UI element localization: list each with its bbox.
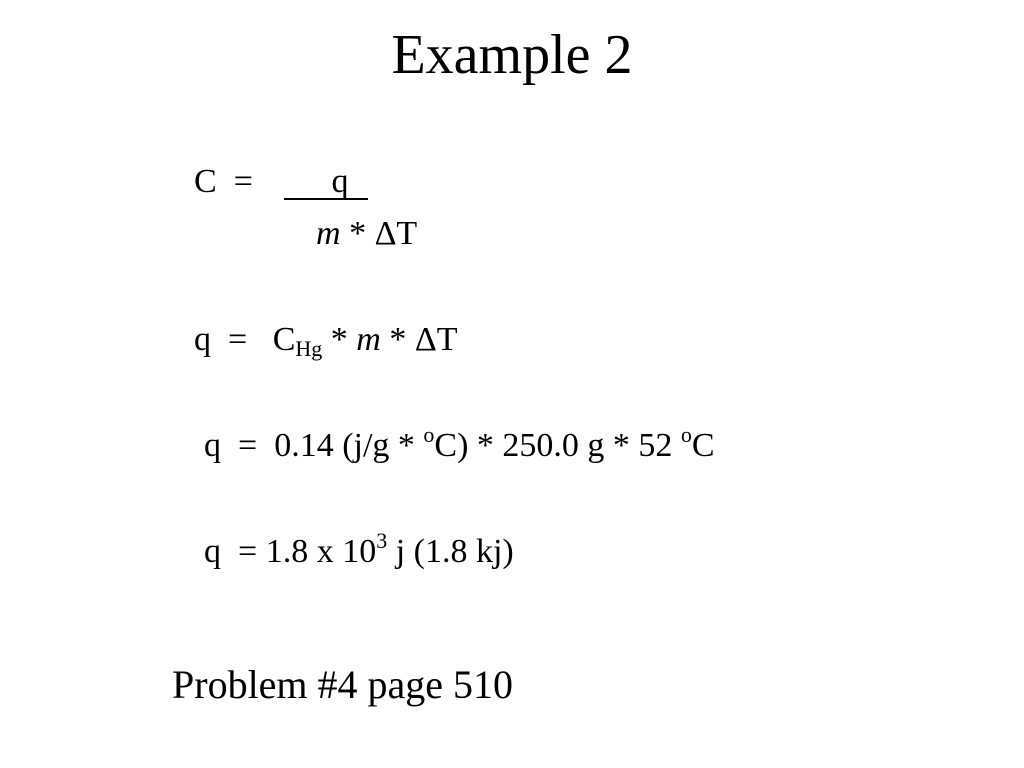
eq2-tail: * ΔT [380,321,458,358]
eq1-denominator-rest: * ΔT [340,215,418,252]
eq2-line [194,320,457,360]
eq3-degree-2: o [680,422,692,447]
eq1-lhs [194,162,253,202]
eq2-c-subscript: Hg [295,336,323,361]
eq1-equals: = [233,163,253,200]
eq2-lhs: q [194,321,211,358]
eq3-line [204,422,715,466]
eq4-exponent: 3 [376,528,388,553]
eq1-denominator [316,214,417,254]
eq2-m: m [356,321,381,358]
eq2-mid: * [322,321,357,358]
eq1-numerator-text: q [331,163,349,200]
eq2-equals: = [228,321,248,358]
eq3-lhs: q [204,427,221,464]
eq3-degree-1: o [423,422,435,447]
problem-reference: Problem #4 page 510 [172,662,514,707]
eq4-equals: = [238,533,258,570]
eq4-line [204,528,514,572]
eq1-lhs-var: C [194,163,217,200]
eq3-equals: = [238,427,258,464]
eq3-part3: C [691,427,715,464]
eq1-denominator-m: m [316,215,341,252]
eq4-part1: 1.8 x 10 [265,533,377,570]
eq3-part1: 0.14 (j/g * [274,427,424,464]
eq2-c: C [272,321,296,358]
eq4-part2: j (1.8 kj) [387,533,514,570]
eq4-lhs: q [204,533,221,570]
slide-title: Example 2 [391,24,633,86]
eq3-part2: C) * 250.0 g * 52 [434,427,681,464]
eq1-numerator [284,162,368,200]
